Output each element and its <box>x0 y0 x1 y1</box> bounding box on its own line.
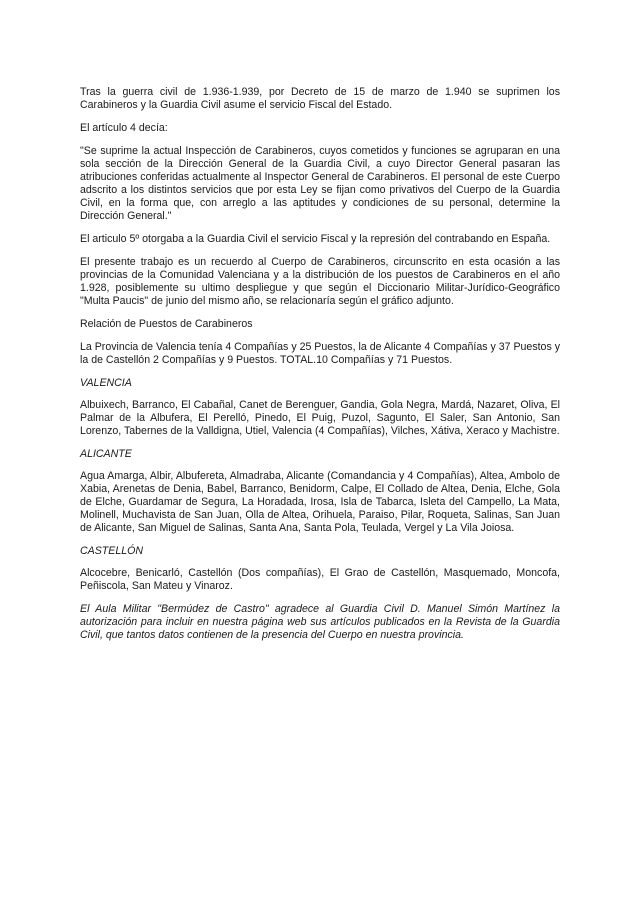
paragraph-intro: Tras la guerra civil de 1.936-1.939, por Decreto de 15 de marzo de 1.940 se suprimen los Carabineros y la Guardia Civil asume el servicio Fiscal del Estado. <box>80 86 560 111</box>
paragraph-article-4-quote: "Se suprime la actual Inspección de Carabineros, cuyos cometidos y funciones se agruparan en una sola sección de la Dirección General de la Guardia Civil, a cuyo Director General pasaran las atribuciones conferidas actualmente al Inspector General de Carabineros. El personal de este Cuerpo adscrito a los distintos servicios que por esta Ley se fijan como privativos del Cuerpo de la Guardia Civil, en la forma que, con arreglo a las aptitudes y condiciones de su personal, determine la Dirección General." <box>80 145 560 222</box>
list-alicante-posts: Agua Amarga, Albir, Albufereta, Almadraba, Alicante (Comandancia y 4 Compañías), Altea, Ambolo de Xabia, Arenetas de Denia, Babel, Barranco, Benidorm, Calpe, El Collado de Altea, Denia, Elche, Gola de Elche, Guardamar de Segura, La Horadada, Irosa, Isla de Tabarca, Isleta del Campello, La Mata, Molinell, Muchavista de San Juan, Olla de Altea, Orihuela, Paraiso, Pilar, Roqueta, Salinas, San Juan de Alicante, San Miguel de Salinas, Santa Ana, Santa Pola, Teulada, Vergel y La Vila Joiosa. <box>80 470 560 534</box>
paragraph-acknowledgement: El Aula Militar "Bermúdez de Castro" agradece al Guardia Civil D. Manuel Simón Martínez la autorización para incluir en nuestra página web sus artículos publicados en la Revista de la Guardia Civil, que tantos datos contienen de la presencia del Cuerpo en nuestra provincia. <box>80 603 560 641</box>
paragraph-article-4-label: El artículo 4 decía: <box>80 122 168 134</box>
list-castellon-posts: Alcocebre, Benicarló, Castellón (Dos compañías), El Grao de Castellón, Masquemado, Moncofa, Peñiscola, San Mateu y Vinaroz. <box>80 567 560 592</box>
paragraph-totals: La Provincia de Valencia tenía 4 Compañías y 25 Puestos, la de Alicante 4 Compañías y 37 Puestos y la de Castellón 2 Compañías y 9 Puestos. TOTAL.10 Compañías y 71 Puestos. <box>80 341 560 366</box>
heading-alicante: ALICANTE <box>80 448 132 460</box>
heading-castellon: CASTELLÓN <box>80 545 143 557</box>
paragraph-article-5: El articulo 5º otorgaba a la Guardia Civil el servicio Fiscal y la represión del contrabando en España. <box>80 233 551 245</box>
document-body <box>80 86 560 652</box>
paragraph-purpose: El presente trabajo es un recuerdo al Cuerpo de Carabineros, circunscrito en esta ocasión a las provincias de la Comunidad Valenciana y a la distribución de los puestos de Carabineros en el año 1.928, posiblemente su ultimo despliegue y que según el Diccionario Militar-Jurídico-Geográfico "Multa Paucis" de junio del mismo año, se relacionaría según el gráfico adjunto. <box>80 256 560 307</box>
heading-valencia: VALENCIA <box>80 377 132 389</box>
list-valencia-posts: Albuixech, Barranco, El Cabañal, Canet de Berenguer, Gandia, Gola Negra, Mardá, Nazaret, Oliva, El Palmar de la Albufera, El Perelló, Pinedo, El Puig, Puzol, Sagunto, El Saler, San Antonio, San Lorenzo, Tabernes de la Valldigna, Utiel, Valencia (4 Compañías), Vilches, Xátiva, Xeraco y Machistre. <box>80 399 560 437</box>
paragraph-relation-title: Relación de Puestos de Carabineros <box>80 318 253 330</box>
